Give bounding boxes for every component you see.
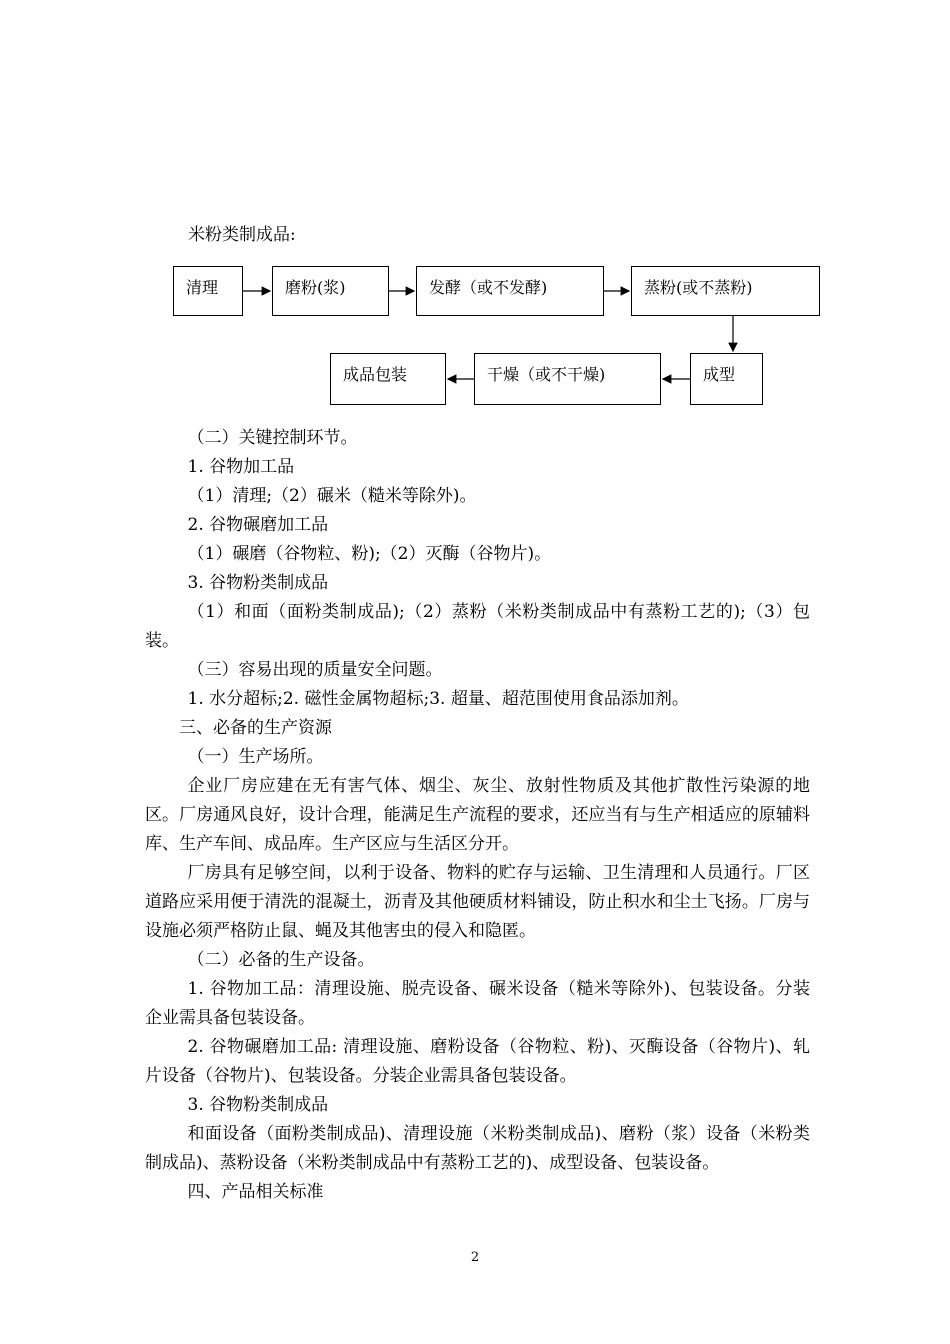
item-equipment-flour: 和面设备（面粉类制成品)、清理设施（米粉类制成品)、磨粉（浆）设备（米粉类制成品)、蒸粉设备（米粉类制成品中有蒸粉工艺的)、成型设备、包装设备。	[145, 1124, 810, 1173]
step-dry: 干燥（或不干燥)	[474, 353, 661, 405]
para-site-location: 企业厂房应建在无有害气体、烟尘、灰尘、放射性物质及其他扩散性污染源的地区。厂房通风良好，设计合理，能满足生产流程的要求，还应当有与生产相适应的原辅料库、生产车间、成品库。生产区应与生活区分开。	[145, 776, 810, 854]
step-grind: 磨粉(浆)	[272, 266, 389, 316]
item-flour-products: （1）和面（面粉类制成品);（2）蒸粉（米粉类制成品中有蒸粉工艺的);（3）包装。	[145, 602, 810, 651]
subhead-equipment-flour: 3. 谷物粉类制成品	[187, 1095, 329, 1115]
section-key-control: （二）关键控制环节。	[187, 428, 358, 448]
step-package: 成品包装	[330, 353, 446, 405]
flowchart-title: 米粉类制成品:	[188, 225, 296, 245]
subhead-grain-products: 1. 谷物加工品	[187, 457, 295, 477]
item-equipment-grain: 1. 谷物加工品：清理设施、脱壳设备、碾米设备（糙米等除外)、包装设备。分装企业需具备包装设备。	[145, 979, 810, 1028]
step-shape: 成型	[690, 353, 763, 405]
item-grain-products: （1）清理;（2）碾米（糙米等除外)。	[187, 486, 477, 506]
item-milled-products: （1）碾磨（谷物粒、粉);（2）灭酶（谷物片)。	[187, 544, 552, 564]
subhead-milled-products: 2. 谷物碾磨加工品	[187, 515, 329, 535]
section-quality-issues: （三）容易出现的质量安全问题。	[187, 660, 443, 680]
subhead-flour-products: 3. 谷物粉类制成品	[187, 573, 329, 593]
step-ferment: 发酵（或不发酵)	[416, 266, 604, 316]
heading-resources: 三、必备的生产资源	[179, 718, 332, 738]
section-equipment: （二）必备的生产设备。	[187, 950, 375, 970]
step-clean: 清理	[173, 266, 243, 316]
item-equipment-milled: 2. 谷物碾磨加工品: 清理设施、磨粉设备（谷物粒、粉)、灭酶设备（谷物片)、轧片设备（谷物片)、包装设备。分装企业需具备包装设备。	[145, 1037, 810, 1086]
page-number: 2	[470, 1250, 480, 1265]
heading-standards: 四、产品相关标准	[187, 1182, 324, 1202]
item-quality-issues: 1. 水分超标;2. 磁性金属物超标;3. 超量、超范围使用食品添加剂。	[187, 689, 689, 709]
document-body	[145, 424, 810, 1207]
para-site-space: 厂房具有足够空间，以利于设备、物料的贮存与运输、卫生清理和人员通行。厂区道路应采用便于清洗的混凝土，沥青及其他硬质材料铺设，防止积水和尘土飞扬。厂房与设施必须严格防止鼠、蝇及其他害虫的侵入和隐匿。	[145, 863, 810, 941]
section-production-site: （一）生产场所。	[187, 747, 324, 767]
step-steam: 蒸粉(或不蒸粉)	[631, 266, 820, 316]
